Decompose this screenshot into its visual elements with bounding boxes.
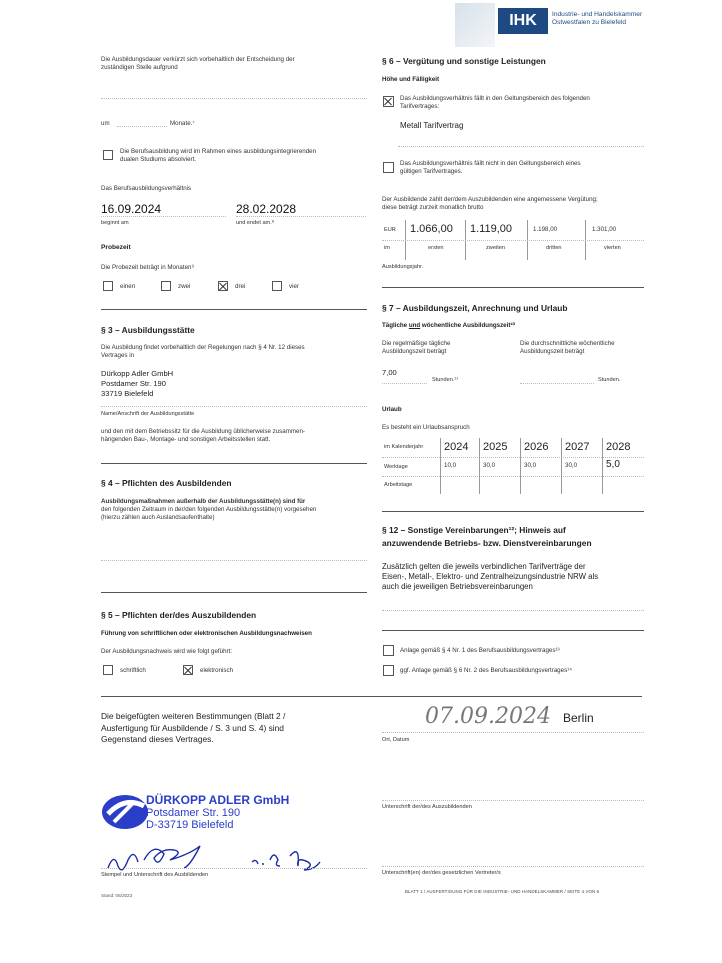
urlaub-table-rule (479, 438, 480, 494)
section-5-subheading: Führung von schriftlichen oder elektronischen Ausbildungsnachweisen (101, 630, 312, 637)
ausbildungsjahr-label: Ausbildungsjahr. (382, 264, 424, 270)
werktage-2027: 30,0 (565, 462, 578, 469)
pay-line: Der Ausbildende zahlt der/dem Auszubildenden eine angemessene Vergütung; (382, 196, 598, 203)
divider (101, 463, 367, 464)
anlage-2-checkbox[interactable] (383, 665, 394, 676)
s3-line: Die Ausbildung findet vorbehaltlich der Regelungen nach § 4 Nr. 12 dieses (101, 344, 305, 351)
subheading-part: wöchentliche Ausbildungszeit¹⁰ (421, 322, 515, 329)
electronic-log-checkbox[interactable] (183, 665, 193, 675)
daily-hours-line (382, 383, 427, 384)
address-caption: Name/Anschrift der Ausbildungsstätte (101, 411, 195, 417)
trainee-signature-line (382, 800, 644, 801)
stamp-city: D-33719 Bielefeld (146, 819, 234, 831)
divider (101, 592, 367, 593)
s4-line: den folgenden Zeitraum in der/den folgenden Ausbildungsstätte(n) vorgesehen (101, 506, 317, 513)
year-1-label: ersten (428, 245, 444, 251)
section-3-more (101, 428, 369, 444)
section-4-heading: § 4 – Pflichten des Ausbildenden (101, 478, 232, 488)
section-12-heading (382, 524, 592, 550)
chamber-line-2: Ostwestfalen zu Bielefeld (552, 19, 627, 26)
tarif-yes-checkbox[interactable] (383, 96, 394, 107)
section-4-text (101, 498, 371, 522)
trainee-signature-caption: Unterschrift der/des Auszubildenden (382, 804, 472, 810)
start-date-caption: beginnt am (101, 220, 129, 226)
duration-reason-line (101, 98, 367, 99)
further-line: Ausfertigung für Ausbildende / S. 3 und S. 4) sind (101, 722, 284, 733)
s4-blank-line (101, 560, 367, 561)
daily-line: Ausbildungszeit beträgt (382, 348, 447, 355)
urlaub-table-rule (382, 476, 644, 477)
pay-year-4: 1.301,00 (592, 226, 617, 233)
stamp-logo-icon (100, 792, 150, 832)
s12-text-line: Eisen-, Metall-, Elektro- und Zentralheizungsindustrie NRW als (382, 572, 599, 581)
divider (101, 309, 367, 310)
werktage-label: Werktage (384, 464, 408, 470)
urlaub-text: Es besteht ein Urlaubsanspruch (382, 424, 470, 431)
pay-year-2: 1.119,00 (470, 223, 513, 235)
chamber-name (552, 11, 642, 27)
tarif-no-line: gültigen Tarifvertrages. (400, 168, 463, 175)
page-footer: BLATT 1 / AUSFERTIGUNG FÜR DIE INDUSTRIE- UND HANDELSKAMMER / SEITE 4 VON 6 (405, 889, 600, 894)
guardian-signature-caption: Unterschrift(en) der/des gesetzlichen Vertreter/s (382, 870, 501, 876)
probezeit-two-checkbox[interactable] (161, 281, 171, 291)
werktage-2025: 30,0 (483, 462, 496, 469)
end-date: 28.02.2028 (236, 202, 297, 216)
subheading-part: Tägliche (382, 322, 408, 329)
weekly-hours-line (520, 383, 594, 384)
daily-hours-value: 7,00 (382, 368, 397, 377)
cal-year-2025: 2025 (483, 441, 508, 453)
s3-more-line: und den mit dem Betriebssitz für die Ausbildung üblicherweise zusammen- (101, 428, 305, 435)
im-label: im (384, 245, 390, 251)
section-7-subheading (382, 322, 515, 329)
company-stamp (146, 794, 289, 831)
pay-year-3: 1.198,00 (533, 226, 558, 233)
tarif-no-label (400, 160, 581, 176)
cal-year-2027: 2027 (565, 441, 590, 453)
form-number: Stand: 06/2023 (101, 893, 133, 898)
address-line: Dürkopp Adler GmbH (101, 369, 174, 378)
section-7-heading: § 7 – Ausbildungszeit, Anrechnung und Urlaub (382, 303, 568, 313)
arbeitstage-label: Arbeitstage (384, 482, 413, 488)
address-line: Postdamer Str. 190 (101, 379, 167, 388)
section-6-subheading: Höhe und Fälligkeit (382, 76, 440, 83)
probezeit-one-checkbox[interactable] (103, 281, 113, 291)
divider (382, 630, 644, 631)
anlage-2-label: ggf. Anlage gemäß § 6 Nr. 2 des Berufsausbildungsvertrages¹⁴ (400, 667, 572, 674)
probezeit-three-checkbox[interactable] (218, 281, 228, 291)
start-date: 16.09.2024 (101, 202, 162, 216)
handwritten-date: 07.09.2024 (425, 704, 551, 729)
stamp-street: Potsdamer Str. 190 (146, 807, 241, 819)
address-line: 33719 Bielefeld (101, 389, 154, 398)
urlaub-table-rule (561, 438, 562, 494)
urlaub-heading: Urlaub (382, 406, 402, 413)
calendar-year-label: im Kalenderjahr (384, 444, 424, 450)
daily-hours-unit: Stunden.¹¹ (432, 377, 459, 383)
weekly-hours-label (520, 340, 615, 356)
subheading-und: und (408, 322, 421, 329)
stamp-name: DÜRKOPP ADLER GmbH (146, 793, 290, 807)
divider-full (101, 696, 642, 697)
end-date-caption: und endet am.⁸ (236, 220, 275, 226)
s12-blank-line (382, 610, 644, 611)
duration-note-line: zuständigen Stelle aufgrund (101, 64, 178, 71)
further-provisions (101, 711, 285, 746)
probezeit-heading: Probezeit (101, 244, 131, 251)
currency-label: EUR (384, 227, 396, 233)
year-3-label: dritten (546, 245, 562, 251)
further-line: Gegenstand dieses Vertrages. (101, 734, 214, 744)
weekly-line: Die durchschnittliche wöchentliche (520, 340, 615, 347)
tarif-no-checkbox[interactable] (383, 162, 394, 173)
s4-line: Ausbildungsmaßnahmen außerhalb der Ausbildungsstätte(n) sind für (101, 498, 306, 505)
probezeit-one-label: einen (120, 283, 136, 290)
guardian-signature-line (382, 866, 644, 867)
tarif-no-line: Das Ausbildungsverhältnis fällt nicht in den Geltungsbereich eines (400, 160, 581, 167)
dual-line: dualen Studiums absolviert. (120, 156, 197, 163)
s12-text-line: auch die jeweiligen Betriebsvereinbarungen (382, 582, 533, 591)
section-5-heading: § 5 – Pflichten der/des Auszubildenden (101, 610, 257, 620)
chamber-line-1: Industrie- und Handelskammer (552, 11, 643, 18)
urlaub-table-rule (520, 438, 521, 494)
ihk-logo (455, 3, 721, 47)
start-date-line (101, 216, 226, 217)
tarif-yes-line: Das Ausbildungsverhältnis fällt in den Geltungsbereich des folgenden (400, 95, 590, 102)
probezeit-two-label: zwei (178, 283, 191, 290)
section-6-heading: § 6 – Vergütung und sonstige Leistungen (382, 56, 546, 66)
ihk-wordmark: IHK (498, 8, 548, 34)
s3-line: Vertrages in (101, 352, 135, 359)
duration-note (101, 56, 369, 72)
months-label: Monate.⁷ (170, 120, 195, 127)
employer-signature-line (101, 868, 367, 869)
written-log-checkbox[interactable] (103, 665, 113, 675)
employer-signature-caption: Stempel und Unterschrift des Ausbildenden (101, 872, 209, 878)
probezeit-four-label: vier (289, 283, 299, 290)
dual-line: Die Berufsausbildung wird im Rahmen eines ausbildungsintegrierenden (120, 148, 317, 155)
date-place-caption: Ort, Datum (382, 737, 410, 743)
pay-year-1: 1.066,00 (410, 223, 453, 235)
werktage-2026: 30,0 (524, 462, 537, 469)
date-place-line (382, 732, 644, 733)
section-3-text (101, 344, 369, 360)
section-12-text (382, 562, 598, 592)
logo-portrait-image (455, 3, 495, 47)
weekly-line: Ausbildungszeit beträgt (520, 348, 585, 355)
daily-hours-label (382, 340, 450, 356)
s4-line: (hierzu zählen auch Auslandsaufenthalte) (101, 514, 215, 521)
training-address (101, 369, 173, 399)
s12-title-line: anzuwendende Betriebs- bzw. Dienstvereinbarungen (382, 538, 592, 548)
divider (382, 511, 644, 512)
dual-study-label (120, 148, 316, 164)
tarif-name: Metall Tarifvertrag (400, 121, 464, 130)
tarif-yes-line: Tarifvertrages: (400, 103, 440, 110)
pay-line: diese beträgt zurzeit monatlich brutto (382, 204, 484, 211)
section-5-text: Der Ausbildungsnachweis wird wie folgt geführt: (101, 648, 233, 655)
pay-table-rule (382, 240, 644, 241)
signing-place: Berlin (563, 711, 594, 725)
end-date-line (236, 216, 366, 217)
pay-text (382, 196, 647, 212)
contract-period-label: Das Berufsausbildungsverhältnis (101, 185, 192, 192)
cal-year-2026: 2026 (524, 441, 549, 453)
anlage-1-label: Anlage gemäß § 4 Nr. 1 des Berufsausbildungsvertrages¹³ (400, 647, 560, 654)
company-logo (100, 792, 150, 832)
cal-year-2024: 2024 (444, 441, 469, 453)
um-label: um (101, 120, 110, 127)
address-line-rule (101, 406, 367, 407)
anlage-1-checkbox[interactable] (383, 645, 394, 656)
s3-more-line: hängenden Bau-, Montage- und sonstigen Arbeitsstellen statt. (101, 436, 271, 443)
werktage-2024: 10,0 (444, 462, 457, 469)
further-line: Die beigefügten weiteren Bestimmungen (Blatt 2 / (101, 711, 286, 721)
year-2-label: zweiten (486, 245, 505, 251)
dual-study-checkbox[interactable] (103, 150, 113, 160)
tarif-yes-label (400, 95, 590, 111)
probezeit-three-label: drei (235, 283, 246, 290)
duration-note-line: Die Ausbildungsdauer verkürzt sich vorbehaltlich der Entscheidung der (101, 56, 295, 63)
urlaub-table-rule (602, 438, 603, 494)
daily-line: Die regelmäßige tägliche (382, 340, 451, 347)
year-4-label: vierten (604, 245, 621, 251)
werktage-2028: 5,0 (606, 459, 620, 470)
written-log-label: schriftlich (120, 667, 146, 674)
s12-title-line: § 12 – Sonstige Vereinbarungen¹²; Hinweis auf (382, 525, 566, 535)
urlaub-table-rule (440, 438, 441, 494)
electronic-log-label: elektronisch (200, 667, 234, 674)
probezeit-text: Die Probezeit beträgt in Monaten⁹ (101, 264, 195, 271)
divider (382, 287, 644, 288)
weekly-hours-unit: Stunden. (598, 377, 621, 383)
months-field[interactable] (117, 126, 167, 127)
probezeit-four-checkbox[interactable] (272, 281, 282, 291)
s12-text-line: Zusätzlich gelten die jeweils verbindlichen Tarifverträge der (382, 562, 586, 571)
section-3-heading: § 3 – Ausbildungsstätte (101, 325, 195, 335)
tarif-line (398, 146, 644, 147)
cal-year-2028: 2028 (606, 441, 631, 453)
urlaub-table-rule (382, 457, 644, 458)
